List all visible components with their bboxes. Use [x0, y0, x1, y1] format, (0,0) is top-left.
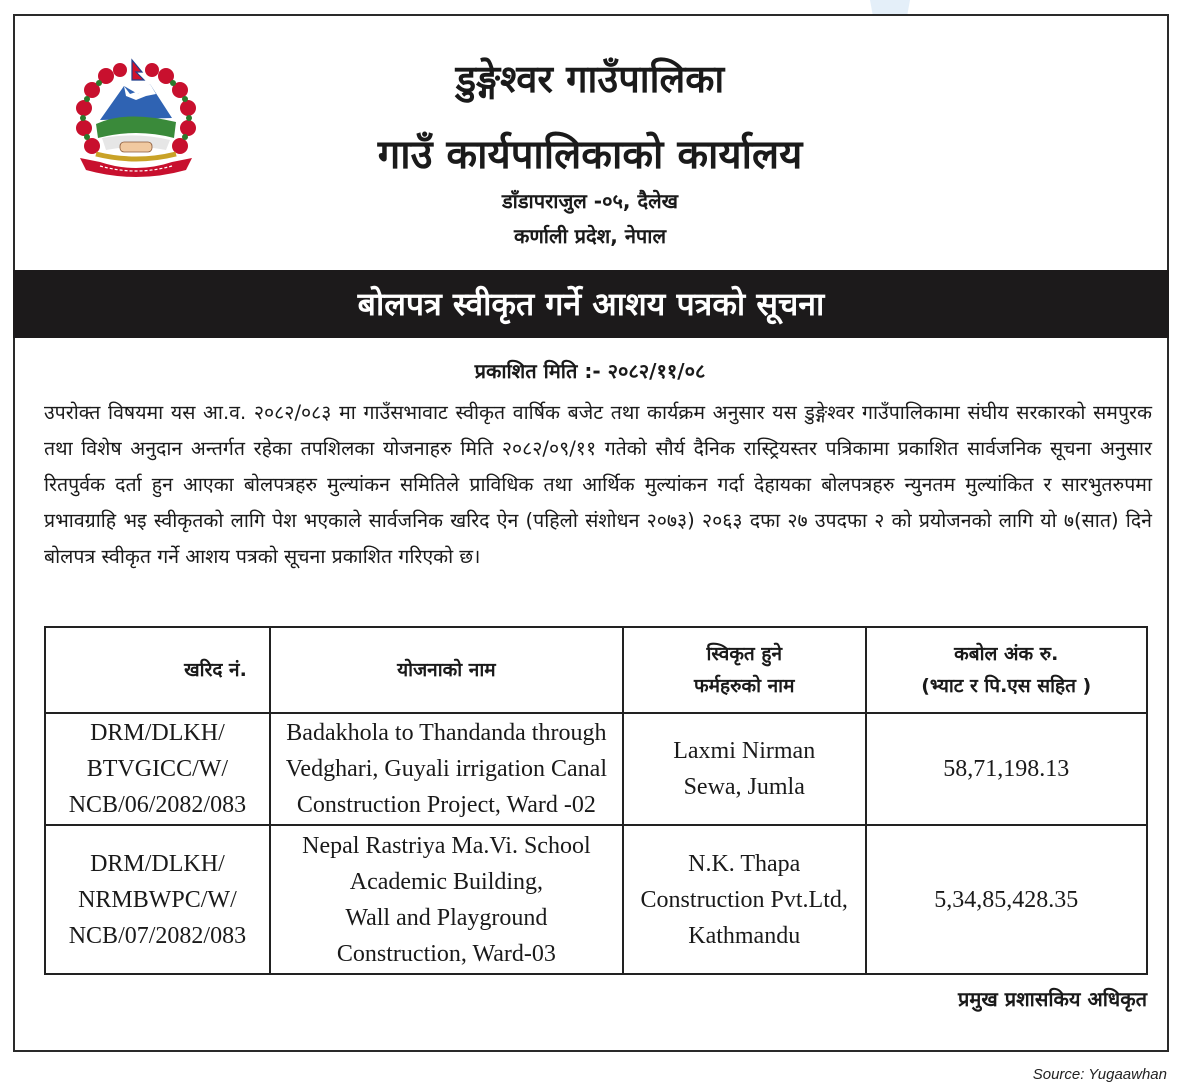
- text-line: NCB/07/2082/083: [68, 922, 247, 949]
- text-line: Nepal Rastriya Ma.Vi. School: [302, 832, 591, 859]
- text-line: Wall and Playground: [345, 904, 548, 931]
- text-line: DRM/DLKH/: [90, 720, 225, 746]
- cell-bid-amount: 58,71,198.13: [866, 713, 1148, 825]
- text-line: BTVGICC/W/: [86, 756, 229, 782]
- header-amount-line-1: कबोल अंक रु.: [954, 643, 1059, 665]
- signatory-title: प्रमुख प्रशासकिय अधिकृत: [958, 987, 1147, 1011]
- source-credit: Source: Yugaawhan: [1032, 1066, 1167, 1083]
- office-name: गाउँ कार्यपालिकाको कार्यालय: [377, 132, 803, 178]
- bid-acceptance-table: [44, 626, 1148, 975]
- municipality-name: डुङ्गेश्वर गाउँपालिका: [455, 57, 725, 101]
- cell-project-name: [270, 825, 623, 974]
- text-line: Badakhola to Thandanda through: [286, 720, 607, 746]
- address-line-2: कर्णाली प्रदेश, नेपाल: [513, 224, 667, 248]
- published-date: प्रकाशित मिति :- २०८२/११/०८: [474, 359, 706, 383]
- table-row: [45, 713, 1147, 825]
- text-line: Academic Building,: [349, 868, 544, 895]
- text-line: Construction, Ward-03: [336, 940, 556, 967]
- cell-procurement-no: [45, 825, 270, 974]
- cell-firm-name: [623, 713, 866, 825]
- header-procurement-no: खरिद नं.: [45, 627, 270, 713]
- text-line: Construction Pvt.Ltd,: [640, 886, 848, 913]
- cell-bid-amount: 5,34,85,428.35: [866, 825, 1148, 974]
- header-project-name: योजनाको नाम: [270, 627, 623, 713]
- header-firm-line-2: फर्महरुको नाम: [694, 675, 795, 697]
- table-row: [45, 825, 1147, 974]
- text-line: Vedghari, Guyali irrigation Canal: [285, 756, 607, 782]
- notice-body-paragraph: उपरोक्त विषयमा यस आ.व. २०८२/०८३ मा गाउँसभावाट स्वीकृत वार्षिक बजेट तथा कार्यक्रम अनुसार यस डुङ्गेश्वर गाउँपालिकामा संघीय सरकारको समपुरक तथा विशेष अनुदान अन्तर्गत रहेका तपशिलका योजनाहरु मिति २०८२/०९/११ गतेको सौर्य दैनिक रास्ट्रियस्तर पत्रिकामा प्रकाशित सार्वजनिक सूचना अनुसार रितपुर्वक दर्ता हुन आएका बोलपत्रहरु मुल्यांकन समितिले प्राविधिक तथा आर्थिक मुल्यांकन गर्दा देहायका बोलपत्रहरु न्युनतम मुल्यांकित र सारभुतरुपमा प्रभावग्राहि भइ स्वीकृतको लागि पेश भएकाले सार्वजनिक खरिद ऐन (पहिलो संशोधन २०७३) २०६३ दफा २७ उपदफा २ को प्रयोजनको लागि यो ७(सात) दिने बोलपत्र स्वीकृत गर्ने आशय पत्रको सूचना प्रकाशित गरिएको छ।: [44, 401, 1152, 568]
- nepal-government-emblem-icon: [66, 58, 206, 183]
- cell-firm-name: [623, 825, 866, 974]
- text-line: Laxmi Nirman: [673, 738, 816, 764]
- notice-title-banner: बोलपत्र स्वीकृत गर्ने आशय पत्रको सूचना: [13, 270, 1169, 338]
- text-line: N.K. Thapa: [688, 850, 801, 877]
- text-line: Construction Project, Ward -02: [296, 792, 596, 818]
- header-firm-name: [623, 627, 866, 713]
- text-line: Sewa, Jumla: [683, 774, 805, 800]
- cell-procurement-no: [45, 713, 270, 825]
- header-amount-line-2: (भ्याट र पि.एस सहित ): [921, 675, 1092, 697]
- text-line: NCB/06/2082/083: [68, 792, 247, 818]
- table-header-row: [45, 627, 1147, 713]
- header-firm-line-1: स्विकृत हुने: [706, 643, 782, 665]
- text-line: DRM/DLKH/: [90, 850, 225, 877]
- cell-project-name: [270, 713, 623, 825]
- header-bid-amount: [866, 627, 1148, 713]
- text-line: NRMBWPC/W/: [78, 886, 237, 913]
- text-line: Kathmandu: [688, 922, 801, 949]
- address-line-1: डाँडापराजुल -०५, दैलेख: [501, 189, 679, 213]
